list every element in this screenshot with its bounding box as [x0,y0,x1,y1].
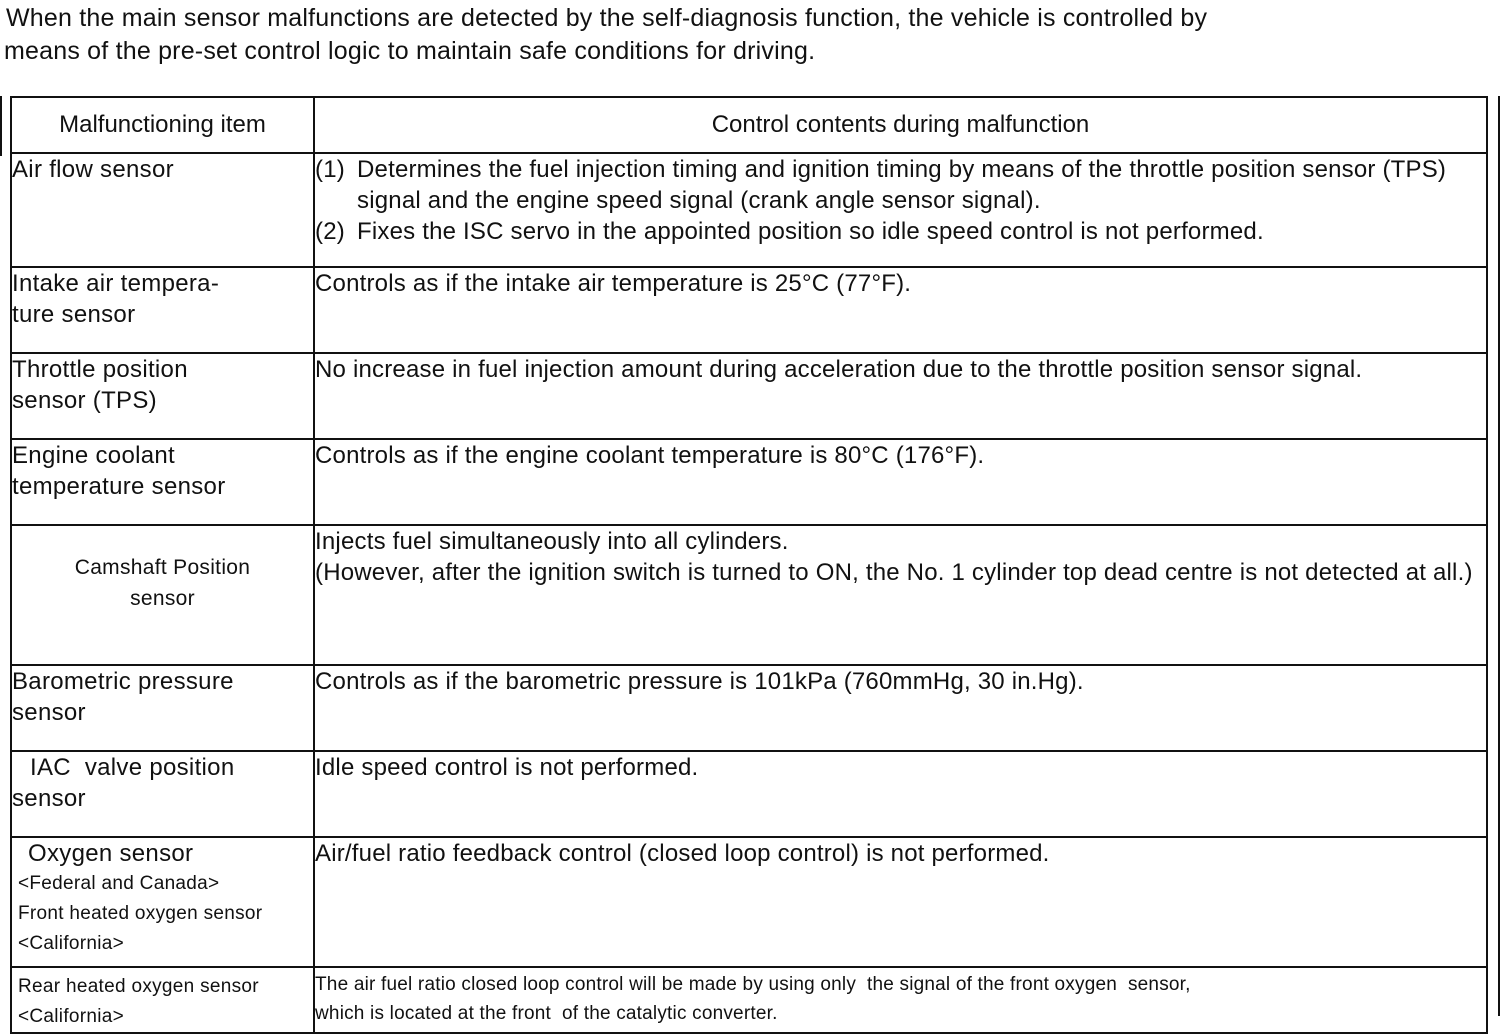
control-step [315,154,1486,216]
table-row [11,153,1487,267]
control-cell [314,967,1487,1033]
item-cell [11,353,314,439]
malfunction-control-table [10,96,1488,1034]
item-name-line-1: Oxygen sensor [28,840,194,867]
intro-line-1: When the main sensor malfunctions are detected by the self-diagnosis function, the vehicle is controlled by [6,4,1208,32]
item-cell [11,967,314,1033]
item-name-line-2: sensor (TPS) [12,387,157,414]
control-text-line-1: The air fuel ratio closed loop control will be made by using only the signal of the front oxygen sensor, [315,974,1191,995]
item-cell [11,267,314,353]
control-cell [314,751,1487,837]
control-text: No increase in fuel injection amount during acceleration due to the throttle position sensor signal. [315,356,1363,383]
control-cell [314,837,1487,967]
table-row [11,751,1487,837]
item-cell [11,525,314,665]
item-name-line-1: Rear heated oxygen sensor [18,976,259,997]
item-name-line-2: sensor [12,699,86,726]
item-cell [11,837,314,967]
item-cell [11,665,314,751]
item-cell [11,439,314,525]
item-name-line-1: Camshaft Position [74,556,251,579]
header-control-contents: Control contents during malfunction [314,97,1487,153]
item-name-line-1: Intake air tempera- [12,270,220,297]
item-variant-california: <California> [18,933,125,954]
control-text: Idle speed control is not performed. [315,754,699,781]
control-cell [314,267,1487,353]
item-name-line-1: Throttle position [12,356,188,383]
step-text: Fixes the ISC servo in the appointed position so idle speed control is not performed. [357,218,1264,245]
control-text-line-2: (However, after the ignition switch is turned to ON, the No. 1 cylinder top dead centre is not detected at all.) [315,559,1473,586]
intro-paragraph [4,2,1500,68]
table-row [11,267,1487,353]
table-row [11,439,1487,525]
header-malfunctioning-item: Malfunctioning item [11,97,314,153]
step-text: Determines the fuel injection timing and ignition timing by means of the throttle position sensor (TPS) signal and the engine speed signal (crank angle sensor signal). [357,156,1447,214]
control-cell [314,439,1487,525]
step-number: (1) [315,156,345,183]
table-row [11,525,1487,665]
control-cell [314,353,1487,439]
item-cell [11,751,314,837]
table-row [11,967,1487,1033]
control-text: Controls as if the engine coolant temperature is 80°C (176°F). [315,442,985,469]
control-text-line-1: Injects fuel simultaneously into all cylinders. [315,528,789,555]
control-step [315,216,1486,247]
item-name-line-2: sensor [12,785,86,812]
control-text-line-2: which is located at the front of the catalytic converter. [315,1003,778,1024]
control-cell [314,665,1487,751]
table-row [11,837,1487,967]
table-row [11,665,1487,751]
item-name-line-2: temperature sensor [12,473,226,500]
table-row [11,353,1487,439]
item-name-line-1: Engine coolant [12,442,175,469]
scan-edge-line-right [1498,96,1500,1016]
control-text: Controls as if the barometric pressure is 101kPa (760mmHg, 30 in.Hg). [315,668,1084,695]
item-name-line-2: sensor [130,587,195,610]
item-cell [11,153,314,267]
scan-edge-line-left [0,96,2,156]
control-cell [314,153,1487,267]
control-text: Air/fuel ratio feedback control (closed loop control) is not performed. [315,840,1050,867]
item-name-line-1: Barometric pressure [12,668,234,695]
item-name-line-2: ture sensor [12,301,136,328]
control-text: Controls as if the intake air temperature is 25°C (77°F). [315,270,912,297]
table-header-row [11,97,1487,153]
item-variant-california: <California> [18,1006,125,1027]
control-cell [314,525,1487,665]
item-name-line-2: Front heated oxygen sensor [18,903,263,924]
item-variant-federal-canada: <Federal and Canada> [18,873,220,894]
item-name-line-1: IAC valve position [30,754,235,781]
intro-line-2: means of the pre-set control logic to maintain safe conditions for driving. [4,37,816,65]
step-number: (2) [315,218,345,245]
item-name: Air flow sensor [12,156,174,183]
